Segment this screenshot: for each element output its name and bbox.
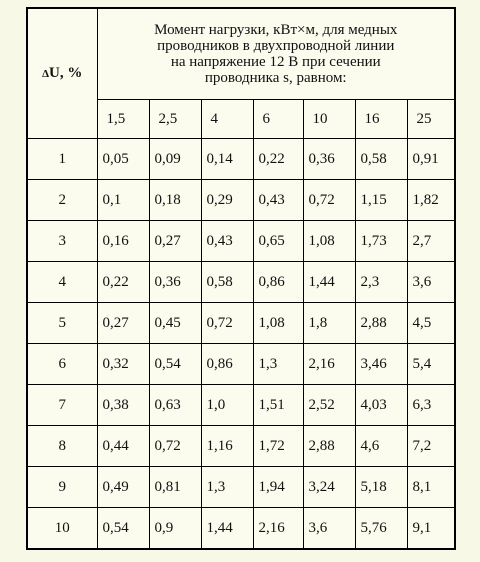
load-moment-cell: 0,38 bbox=[97, 385, 149, 426]
section-header-cell: 2,5 bbox=[149, 100, 201, 139]
load-moment-cell: 1,08 bbox=[253, 303, 303, 344]
delta-u-value-cell: 3 bbox=[27, 221, 97, 262]
load-moment-cell: 0,05 bbox=[97, 139, 149, 180]
load-moment-cell: 0,86 bbox=[253, 262, 303, 303]
load-moment-cell: 1,16 bbox=[201, 426, 253, 467]
table-row bbox=[27, 180, 455, 221]
load-moment-cell: 1,3 bbox=[253, 344, 303, 385]
load-moment-cell: 0,58 bbox=[201, 262, 253, 303]
delta-u-value-cell: 9 bbox=[27, 467, 97, 508]
load-moment-cell: 5,4 bbox=[407, 344, 455, 385]
load-moment-cell: 2,88 bbox=[303, 426, 355, 467]
table-row bbox=[27, 385, 455, 426]
load-moment-cell: 1,0 bbox=[201, 385, 253, 426]
load-moment-cell: 1,08 bbox=[303, 221, 355, 262]
delta-symbol: Δ bbox=[42, 68, 50, 80]
load-moment-cell: 2,3 bbox=[355, 262, 407, 303]
section-header-cell: 25 bbox=[407, 100, 455, 139]
load-moment-cell: 0,29 bbox=[201, 180, 253, 221]
load-moment-cell: 0,18 bbox=[149, 180, 201, 221]
load-moment-cell: 7,2 bbox=[407, 426, 455, 467]
load-moment-cell: 1,73 bbox=[355, 221, 407, 262]
delta-u-header bbox=[27, 8, 97, 139]
table-row bbox=[27, 426, 455, 467]
section-header-cell: 6 bbox=[253, 100, 303, 139]
section-header-cell: 1,5 bbox=[97, 100, 149, 139]
delta-u-value-cell: 10 bbox=[27, 508, 97, 550]
load-moment-cell: 0,36 bbox=[303, 139, 355, 180]
load-moment-cell: 1,44 bbox=[303, 262, 355, 303]
load-moment-cell: 4,6 bbox=[355, 426, 407, 467]
title-line: проводника s, равном: bbox=[204, 70, 347, 86]
load-moment-cell: 3,24 bbox=[303, 467, 355, 508]
table-row bbox=[27, 303, 455, 344]
load-moment-cell: 0,65 bbox=[253, 221, 303, 262]
table-row bbox=[27, 344, 455, 385]
load-moment-cell: 0,9 bbox=[149, 508, 201, 550]
table-title bbox=[97, 8, 455, 100]
section-header-cell: 4 bbox=[201, 100, 253, 139]
load-moment-cell: 3,6 bbox=[407, 262, 455, 303]
delta-u-value-cell: 1 bbox=[27, 139, 97, 180]
title-line: проводников в двухпроводной линии bbox=[157, 38, 395, 54]
load-moment-cell: 1,3 bbox=[201, 467, 253, 508]
load-moment-cell: 0,54 bbox=[149, 344, 201, 385]
load-moment-cell: 1,8 bbox=[303, 303, 355, 344]
load-moment-cell: 0,27 bbox=[97, 303, 149, 344]
load-moment-cell: 0,54 bbox=[97, 508, 149, 550]
load-moment-cell: 1,72 bbox=[253, 426, 303, 467]
load-moment-cell: 2,7 bbox=[407, 221, 455, 262]
load-moment-cell: 0,81 bbox=[149, 467, 201, 508]
load-moment-cell: 1,15 bbox=[355, 180, 407, 221]
load-moment-cell: 0,1 bbox=[97, 180, 149, 221]
load-moment-cell: 0,36 bbox=[149, 262, 201, 303]
load-moment-cell: 2,16 bbox=[303, 344, 355, 385]
load-moment-cell: 1,82 bbox=[407, 180, 455, 221]
load-moment-cell: 0,45 bbox=[149, 303, 201, 344]
load-moment-cell: 0,63 bbox=[149, 385, 201, 426]
load-moment-cell: 0,44 bbox=[97, 426, 149, 467]
load-moment-cell: 0,49 bbox=[97, 467, 149, 508]
load-moment-cell: 0,43 bbox=[201, 221, 253, 262]
load-moment-cell: 0,32 bbox=[97, 344, 149, 385]
header-row bbox=[27, 8, 455, 100]
table-row bbox=[27, 139, 455, 180]
load-moment-cell: 8,1 bbox=[407, 467, 455, 508]
table-row bbox=[27, 467, 455, 508]
load-moment-cell: 0,09 bbox=[149, 139, 201, 180]
load-moment-cell: 0,72 bbox=[201, 303, 253, 344]
load-moment-cell: 0,22 bbox=[97, 262, 149, 303]
load-moment-cell: 5,18 bbox=[355, 467, 407, 508]
load-moment-cell: 0,22 bbox=[253, 139, 303, 180]
load-moment-cell: 1,51 bbox=[253, 385, 303, 426]
delta-u-value-cell: 6 bbox=[27, 344, 97, 385]
load-moment-cell: 2,88 bbox=[355, 303, 407, 344]
delta-u-value-cell: 8 bbox=[27, 426, 97, 467]
load-moment-cell: 0,14 bbox=[201, 139, 253, 180]
load-moment-cell: 0,91 bbox=[407, 139, 455, 180]
load-moment-cell: 4,03 bbox=[355, 385, 407, 426]
delta-u-value-cell: 5 bbox=[27, 303, 97, 344]
delta-u-value-cell: 7 bbox=[27, 385, 97, 426]
delta-u-value-cell: 4 bbox=[27, 262, 97, 303]
load-moment-cell: 0,58 bbox=[355, 139, 407, 180]
load-moment-cell: 2,16 bbox=[253, 508, 303, 550]
table-row bbox=[27, 508, 455, 550]
load-moment-cell: 0,72 bbox=[149, 426, 201, 467]
title-line: Момент нагрузки, кВт×м, для медных bbox=[154, 22, 398, 38]
load-moment-cell: 9,1 bbox=[407, 508, 455, 550]
load-moment-cell: 1,94 bbox=[253, 467, 303, 508]
load-moment-cell: 0,27 bbox=[149, 221, 201, 262]
load-moment-cell: 1,44 bbox=[201, 508, 253, 550]
table-row bbox=[27, 221, 455, 262]
load-moment-cell: 6,3 bbox=[407, 385, 455, 426]
load-moment-cell: 0,43 bbox=[253, 180, 303, 221]
delta-u-label: U, % bbox=[49, 65, 83, 81]
load-moment-cell: 3,6 bbox=[303, 508, 355, 550]
load-moment-cell: 0,16 bbox=[97, 221, 149, 262]
load-moment-table bbox=[26, 7, 456, 550]
table-row bbox=[27, 262, 455, 303]
load-moment-cell: 4,5 bbox=[407, 303, 455, 344]
title-line: на напряжение 12 В при сечении bbox=[170, 54, 381, 70]
load-moment-cell: 0,72 bbox=[303, 180, 355, 221]
load-moment-cell: 5,76 bbox=[355, 508, 407, 550]
section-header-cell: 10 bbox=[303, 100, 355, 139]
load-moment-cell: 0,86 bbox=[201, 344, 253, 385]
load-moment-cell: 2,52 bbox=[303, 385, 355, 426]
load-moment-cell: 3,46 bbox=[355, 344, 407, 385]
section-header-cell: 16 bbox=[355, 100, 407, 139]
delta-u-value-cell: 2 bbox=[27, 180, 97, 221]
